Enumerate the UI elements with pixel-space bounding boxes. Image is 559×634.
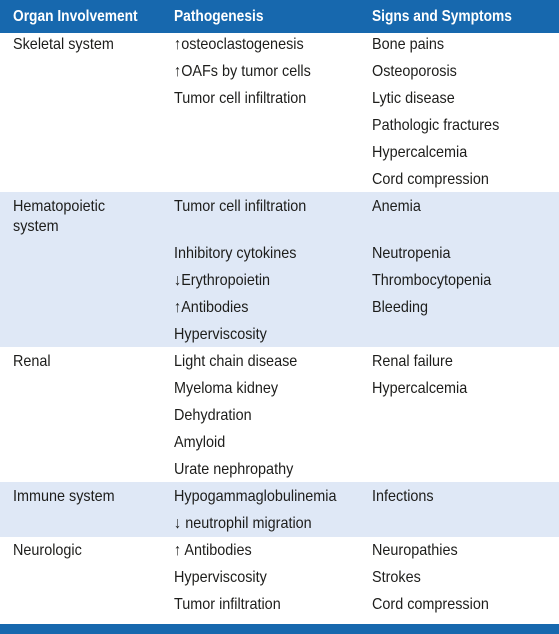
pathogenesis-cell: Hypogammaglobulinemia — [174, 488, 337, 505]
pathogenesis-cell: ↑Antibodies — [174, 299, 249, 316]
pathogenesis-cell: Dehydration — [174, 407, 252, 424]
organ-cell: system — [13, 218, 59, 235]
organ-cell: Neurologic — [13, 542, 82, 559]
sign-cell: Neutropenia — [372, 245, 451, 262]
sign-cell: Lytic disease — [372, 90, 455, 107]
table-row-immune-system — [0, 482, 559, 537]
pathogenesis-cell: Tumor cell infiltration — [174, 198, 307, 215]
pathogenesis-cell: ↓ neutrophil migration — [174, 515, 312, 532]
header-pathogenesis: Pathogenesis — [174, 8, 264, 25]
pathogenesis-cell: Myeloma kidney — [174, 380, 279, 397]
sign-cell: Thrombocytopenia — [372, 272, 492, 289]
organ-cell: Skeletal system — [13, 36, 114, 53]
table-row-renal — [0, 347, 559, 482]
pathogenesis-cell: ↑OAFs by tumor cells — [174, 63, 311, 80]
sign-cell: Cord compression — [372, 171, 489, 188]
sign-cell: Pathologic fractures — [372, 117, 500, 134]
sign-cell: Hypercalcemia — [372, 380, 468, 397]
pathogenesis-cell: ↑ Antibodies — [174, 542, 252, 559]
pathogenesis-cell: Amyloid — [174, 434, 226, 451]
organ-cell: Immune system — [13, 488, 115, 505]
sign-cell: Cord compression — [372, 596, 489, 613]
sign-cell: Bleeding — [372, 299, 429, 316]
pathogenesis-cell: Urate nephropathy — [174, 461, 294, 478]
pathogenesis-cell: Light chain disease — [174, 353, 298, 370]
pathogenesis-cell: Tumor infiltration — [174, 596, 281, 613]
header-signs-and-symptoms: Signs and Symptoms — [372, 8, 512, 25]
pathogenesis-cell: Tumor cell infiltration — [174, 90, 307, 107]
pathogenesis-cell: Hyperviscosity — [174, 569, 267, 586]
header-organ-involvement: Organ Involvement — [13, 8, 138, 25]
pathogenesis-cell: Inhibitory cytokines — [174, 245, 297, 262]
sign-cell: Renal failure — [372, 353, 453, 370]
table-row-hematopoietic-system — [0, 192, 559, 347]
table-footer-bar — [0, 624, 559, 634]
organ-cell: Renal — [13, 353, 51, 370]
sign-cell: Osteoporosis — [372, 63, 457, 80]
organ-cell: Hematopoietic — [13, 198, 106, 215]
table-row-skeletal-system — [0, 33, 559, 192]
sign-cell: Infections — [372, 488, 434, 505]
pathogenesis-cell: Hyperviscosity — [174, 326, 267, 343]
pathogenesis-cell: ↓Erythropoietin — [174, 272, 271, 289]
sign-cell: Bone pains — [372, 36, 445, 53]
pathogenesis-cell: ↑osteoclastogenesis — [174, 36, 304, 53]
sign-cell: Neuropathies — [372, 542, 458, 559]
table-header — [0, 0, 559, 33]
sign-cell: Hypercalcemia — [372, 144, 468, 161]
table-row-neurologic — [0, 537, 559, 624]
sign-cell: Strokes — [372, 569, 421, 586]
sign-cell: Anemia — [372, 198, 421, 215]
